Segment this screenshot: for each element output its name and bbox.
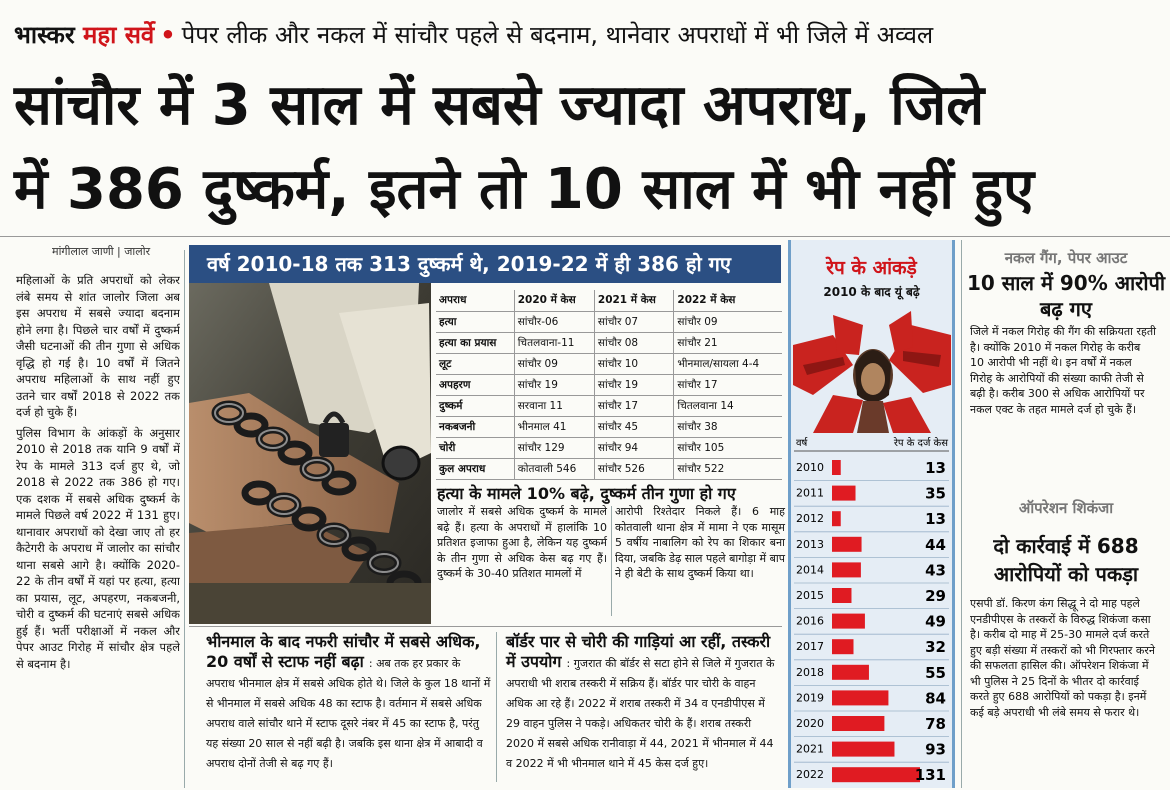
case-count-cell: सांचौर 19: [514, 374, 594, 395]
murder-section-text-col1: जालोर में सबसे अधिक दुष्कर्म के मामले बढ़े हैं। हत्या के अपराधों में हालांकि 10 प्रतिशत इजाफा हुआ है, लेकिन यह दुष्कर्म के तीन गुणा से अधिक केस बढ़ गए हैं। दुष्कर्म के 30-40 प्रतिशत मामलों में: [437, 505, 607, 580]
rape-cases-bar-chart: [790, 434, 953, 786]
copying-gang-text: जिले में नकल गिरोह की गैंग की सक्रियता रहती है। क्योंकि 2010 में नकल गिरोह के करीब 10 आरोपी भी नहीं थे। इन वर्षों में नकल गिरोह के आरोपियों की संख्या काफी तेजी से बढ़ी है। करीब 300 से अधिक आरोपियों पर नकल एक्ट के तहत मामले दर्ज हो चुके हैं।: [970, 325, 1156, 416]
brand-name: भास्कर: [14, 21, 75, 49]
chart-data-label: 49: [925, 612, 946, 631]
crime-type-cell: दुष्कर्म: [436, 395, 514, 416]
chart-bar: [832, 767, 920, 782]
chart-tick-label: 2012: [796, 512, 824, 526]
chart-tick-label: 2010: [796, 461, 824, 474]
column-header: 2021 में केस: [594, 290, 674, 311]
chart-tick-label: 2011: [796, 486, 824, 500]
crime-table-body: [436, 311, 782, 479]
case-count-cell: सरवाना 11: [514, 395, 594, 416]
border-section-text: : गुजरात की बॉर्डर से सटा होने से जिले में गुजरात के अपराधी भी शराब तस्करी में सक्रिय हैं। बॉर्डर पार चोरी के वाहन अधिक आ रहे हैं। 2022 में शराब तस्करी में 34 व एनडीपीएस में 29 वाहन पुलिस ने पकड़े। अधिकतर चोरी के हैं। शराब तस्करी 2020 में सबसे अधिक रानीवाड़ा में 44, 2021 में भीनमाल में 44 व 2022 में भी भीनमाल थाने में 45 केस दर्ज हुए।: [506, 657, 775, 770]
chart-tick-label: 2016: [796, 614, 824, 628]
kicker-text: पेपर लीक और नकल में सांचौर पहले से बदनाम, थानेवार अपराधों में भी जिले में अव्वल: [181, 21, 934, 49]
case-count-cell: सांचौर 105: [674, 437, 782, 458]
crime-type-cell: कुल अपराध: [436, 458, 514, 479]
reaching-hands-illustration: [793, 305, 951, 433]
byline-place: जालोर: [124, 245, 151, 258]
chart-tick-label: 2014: [796, 563, 824, 577]
table-row: [436, 332, 782, 353]
left-column-article: [16, 272, 180, 787]
divider: [496, 632, 497, 782]
border-section-title: बॉर्डर पार से चोरी की गाड़ियां आ रहीं, तस्करी में उपयोग: [506, 632, 771, 671]
chart-bar: [832, 588, 851, 603]
case-count-cell: सांचौर 10: [594, 353, 674, 374]
chart-bar: [832, 665, 869, 680]
crime-type-cell: हत्या: [436, 311, 514, 332]
case-count-cell: सांचौर 17: [674, 374, 782, 395]
crime-type-cell: चोरी: [436, 437, 514, 458]
table-row: [436, 416, 782, 437]
chart-data-label: 131: [914, 766, 946, 785]
masthead-kicker: [14, 18, 1159, 54]
tag-copying-gang: नकल गैंग, पेपर आउट: [1004, 249, 1128, 267]
border-section: [506, 632, 782, 772]
crime-type-cell: लूट: [436, 353, 514, 374]
chart-tick-label: 2019: [796, 691, 824, 705]
chart-tick-label: 2017: [796, 640, 824, 654]
column-header: 2022 में केस: [674, 290, 782, 311]
case-count-cell: सांचौर 09: [514, 353, 594, 374]
chart-title: रेप के आंकड़े: [826, 257, 917, 279]
brand-accent: महा सर्वे: [83, 21, 155, 49]
tag-operation-shikanja: ऑपरेशन शिकंजा: [1018, 499, 1114, 517]
case-count-cell: सांचौर 08: [594, 332, 674, 353]
chart-bar: [832, 486, 856, 501]
chart-tick-label: 2013: [796, 537, 824, 551]
case-count-cell: सांचौर 07: [594, 311, 674, 332]
crime-type-cell: अपहरण: [436, 374, 514, 395]
bullet-dot: •: [160, 21, 176, 49]
chart-data-label: 93: [925, 740, 946, 759]
headline-line-1: सांचौर में 3 साल में सबसे ज्यादा अपराध, जिले: [14, 73, 985, 138]
chart-data-label: 84: [925, 689, 946, 708]
chart-year-label: वर्ष: [796, 438, 808, 449]
divider: [189, 626, 782, 627]
banner: वर्ष 2010-18 तक 313 दुष्कर्म थे, 2019-22 में ही 386 हो गए: [189, 245, 781, 283]
bhinmal-section-title: भीनमाल के बाद नफरी सांचौर में सबसे अधिक, 20 वर्षों से स्टाफ नहीं बढ़ा: [206, 632, 481, 671]
murder-section-text-col2: आरोपी रिश्तेदार निकले हैं। 6 माह कोतवाली थाना क्षेत्र में मामा ने एक मासूम 5 वर्षीय नाबालिग को रेप का शिकार बना दिया, जबकि डेढ़ साल पहले बागोड़ा में बाप ने ही बेटी के साथ दुष्कर्म किया था।: [615, 505, 785, 580]
case-count-cell: सांचौर 94: [594, 437, 674, 458]
chart-bar: [832, 614, 865, 629]
case-count-cell: सांचौर 17: [594, 395, 674, 416]
table-row: [436, 353, 782, 374]
chart-tick-label: 2020: [796, 717, 824, 730]
case-count-cell: सांचौर 45: [594, 416, 674, 437]
crime-type-cell: नकबजनी: [436, 416, 514, 437]
divider: [0, 236, 1170, 237]
chart-data-label: 55: [925, 663, 946, 682]
chart-bar: [832, 460, 841, 475]
case-count-cell: सांचौर 21: [674, 332, 782, 353]
chart-bar: [832, 562, 861, 577]
divider: [184, 250, 185, 788]
case-count-cell: सांचौर 09: [674, 311, 782, 332]
chart-data-label: 78: [925, 715, 946, 733]
byline: मांगीलाल जाणी | जालोर: [52, 245, 151, 258]
chart-tick-label: 2022: [796, 768, 824, 782]
chained-feet-photo: [189, 283, 431, 624]
chart-data-label: 32: [925, 638, 946, 657]
chart-data-label: 43: [925, 561, 946, 580]
chart-subtitle: 2010 के बाद यूं बढ़े: [823, 285, 920, 299]
bhinmal-section: [206, 632, 492, 772]
table-row: [436, 437, 782, 458]
table-row: [436, 311, 782, 332]
chart-data-label: 13: [925, 459, 946, 477]
chart-bar: [832, 511, 841, 526]
article-paragraph: पुलिस विभाग के आंकड़ों के अनुसार 2010 से 2018 तक यानि 9 वर्षों में रेप के मामले 313 दर्ज हुए थे, जो 2018 से 2022 तक 386 हो गए। एक दशक में सबसे अधिक दुष्कर्म के मामले पिछले वर्ष 2022 में 131 हुए। थानावार अपराधों को देखा जाए तो हर कैटेगरी के अपराध में जालोर का सांचौर थाना सबसे आगे है। क्योंकि 2020-22 के तीन वर्षों में यहां पर हत्या, हत्या का प्रयास, लूट, अपहरण, नकबजनी, चोरी व दुष्कर्म की घटनाएं सबसे अधिक हुई हैं। भर्ती परीक्षाओं में नकल और पेपर आउट गिरोह में सांचौर क्षेत्र पहले से बदनाम है।: [16, 425, 180, 671]
operation-headline: दो कार्रवाई में 688 आरोपियों को पकड़ा: [993, 534, 1139, 586]
bhinmal-section-text: : अब तक हर प्रकार के अपराध भीनमाल क्षेत्र में सबसे अधिक होते थे। जिले के कुल 18 थानों में से भीनमाल में सबसे अधिक 48 का स्टाफ है। वर्तमान में सबसे अधिक अपराध वाले सांचौर थाने में स्टाफ दूसरे नंबर में 45 का स्टाफ है, परंतु यह संख्या 20 साल से नहीं बढ़ी है। जबकि इस थाना क्षेत्र में आबादी व अपराध दोनों तेजी से बढ़ गए हैं।: [206, 657, 491, 770]
byline-name: मांगीलाल जाणी: [52, 245, 114, 258]
chart-bar: [832, 742, 894, 757]
chart-tick-label: 2021: [796, 742, 824, 756]
chart-cases-label: रेप के दर्ज केस: [893, 438, 948, 449]
chart-bar: [832, 537, 862, 552]
case-count-cell: सांचौर 19: [594, 374, 674, 395]
chart-tick-label: 2018: [796, 665, 824, 679]
chart-bar: [832, 690, 888, 705]
chart-bar: [832, 716, 884, 731]
operation-text: एसपी डॉ. किरण कंग सिद्धू ने दो माह पहले एनडीपीएस के तस्करों के विरुद्ध शिकंजा कसा है। करीब दो माह में 25-30 मामले दर्ज करते हुए बड़ी संख्या में तस्करों को भी गिरफ्तार करने की सफलता हासिल की। ऑपरेशन शिकंजा में भी पुलिस ने 25 दिनों के भीतर दो कार्रवाई करते हुए 688 आरोपियों को पकड़ा है। इनमें कई बड़े अपराधी भी लंबे समय से फरार थे।: [970, 597, 1155, 719]
chart-data-label: 35: [925, 484, 946, 503]
crime-type-cell: हत्या का प्रयास: [436, 332, 514, 353]
copying-gang-headline: 10 साल में 90% आरोपी बढ़ गए: [966, 271, 1166, 321]
murder-section-title: हत्या के मामले 10% बढ़े, दुष्कर्म तीन गुणा हो गए: [437, 484, 736, 503]
table-row: [436, 395, 782, 416]
chart-bar: [832, 639, 853, 654]
case-count-cell: सांचौर 38: [674, 416, 782, 437]
column-header: अपराध: [436, 290, 514, 311]
table-row: [436, 458, 782, 479]
divider: [611, 506, 612, 616]
column-header: 2020 में केस: [514, 290, 594, 311]
case-count-cell: भीनमाल 41: [514, 416, 594, 437]
case-count-cell: भीनमाल/सायला 4-4: [674, 353, 782, 374]
case-count-cell: सांचौर-06: [514, 311, 594, 332]
case-count-cell: सांचौर 526: [594, 458, 674, 479]
table-header-row: [436, 290, 782, 311]
chart-data-label: 29: [925, 587, 946, 605]
case-count-cell: सांचौर 129: [514, 437, 594, 458]
headline-line-2: में 386 दुष्कर्म, इतने तो 10 साल में भी नहीं हुए: [14, 157, 1035, 222]
headline: [14, 64, 1159, 232]
crime-table: [436, 290, 782, 480]
table-row: [436, 374, 782, 395]
article-paragraph: महिलाओं के प्रति अपराधों को लेकर लंबे समय से शांत जालोर जिला अब इस अपराध में सबसे ज्यादा बदनाम होने लगा है। पिछले चार वर्षों में दुष्कर्म जैसी घटनाओं की तीन गुणा से अधिक वृद्धि हो गई है। 10 वर्षों में जितने अपराध महिलाओं के साथ नहीं हुए उतने चार वर्षों 2018 से 2022 तक दर्ज हो चुके हैं।: [16, 273, 180, 419]
divider: [961, 240, 962, 788]
chart-data-label: 44: [925, 535, 946, 554]
case-count-cell: सांचौर 522: [674, 458, 782, 479]
chart-data-label: 13: [925, 510, 946, 529]
case-count-cell: चितलवाना-11: [514, 332, 594, 353]
case-count-cell: कोतवाली 546: [514, 458, 594, 479]
chart-tick-label: 2015: [796, 589, 824, 602]
case-count-cell: चितलवाना 14: [674, 395, 782, 416]
